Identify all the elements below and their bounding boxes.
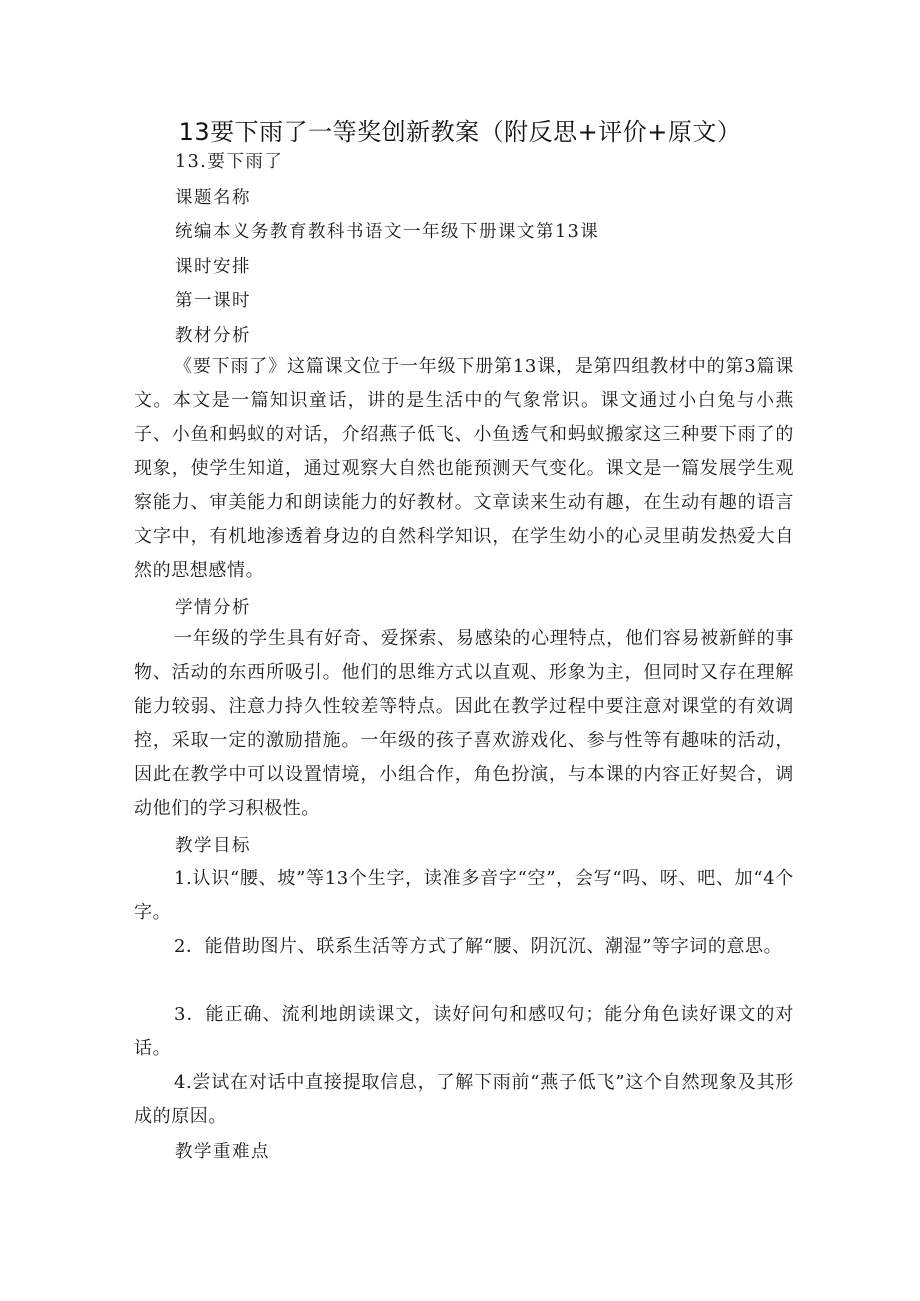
goal-item: 1.认识“腰、坡”等13个生字，读准多音字“空”，会写“吗、呀、吧、加“4个字。 [134, 868, 794, 923]
goal-item: 4.尝试在对话中直接提取信息，了解下雨前“燕子低飞”这个自然现象及其形成的原因。 [134, 1072, 794, 1127]
textbook-analysis-paragraph: 《要下雨了》这篇课文位于一年级下册第13课，是第四组教材中的第3篇课文。本文是一篇知识童话，讲的是生活中的气象常识。课文通过小白兔与小燕子、小鱼和蚂蚁的对话，介绍燕子低飞、小鱼透气和蚂蚁搬家这三种要下雨了的现象，使学生知道，通过观察大自然也能预测天气变化。课文是一篇发展学生观察能力、审美能力和朗读能力的好教材。文章读来生动有趣，在生动有趣的语言文字中，有机地渗透着身边的自然科学知识，在学生幼小的心灵里萌发热爱大自然的思想感情。 [134, 356, 794, 581]
schedule-heading: 课时安排 [175, 257, 251, 277]
document-title: 13要下雨了一等奖创新教案（附反思+评价+原文） [178, 118, 742, 146]
lesson-number: 13.要下雨了 [175, 152, 284, 172]
student-analysis-heading: 学情分析 [175, 598, 251, 618]
teaching-goals-heading: 教学目标 [175, 836, 251, 856]
key-points-heading: 教学重难点 [175, 1142, 270, 1162]
topic-heading: 课题名称 [175, 188, 251, 208]
topic-text: 统编本义务教育教科书语文一年级下册课文第13课 [175, 222, 600, 242]
student-analysis-paragraph: 一年级的学生具有好奇、爱探索、易感染的心理特点，他们容易被新鲜的事物、活动的东西所吸引。他们的思维方式以直观、形象为主，但同时又存在理解能力较弱、注意力持久性较差等特点。因此在教学过程中要注意对课堂的有效调控，采取一定的激励措施。一年级的孩子喜欢游戏化、参与性等有趣味的活动，因此在教学中可以设置情境，小组合作，角色扮演，与本课的内容正好契合，调动他们的学习积极性。 [134, 628, 794, 819]
goal-item: 3．能正确、流利地朗读课文，读好问句和感叹句；能分角色读好课文的对话。 [134, 1004, 794, 1059]
textbook-heading: 教材分析 [175, 326, 251, 346]
goal-item: 2．能借助图片、联系生活等方式了解“腰、阴沉沉、潮湿”等字词的意思。 [174, 936, 783, 957]
schedule-text: 第一课时 [175, 291, 251, 311]
